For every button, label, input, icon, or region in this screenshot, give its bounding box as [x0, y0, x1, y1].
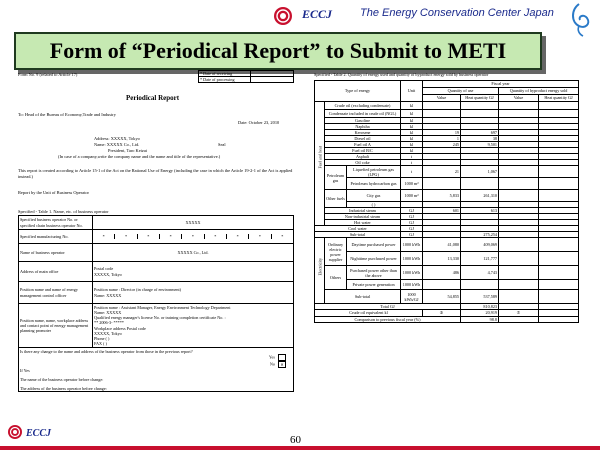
slide-title-banner: Form of “Periodical Report” to Submit to METI — [14, 32, 542, 70]
t1-r6-label: Position name, name, workplace address and contact point of energy management planning promoter — [19, 304, 93, 348]
elec-row-gj: 121,777 — [461, 252, 499, 266]
energy-row-unit: 1000 m³ — [401, 178, 423, 190]
report-body: This report is created according to Article 15-1 of the Act on the Rational Use of Energy (including the case in which the Article 19-2-1 of the Act is applied instead.) — [18, 168, 293, 179]
city-gas-name: City gas — [347, 190, 401, 202]
col-heat-gj: Heat quantity GJ — [539, 95, 579, 102]
report-right-page — [314, 72, 578, 427]
total-gj-label: Total GJ — [315, 304, 461, 310]
heat-row-value: 601 — [423, 208, 461, 214]
energy-row-name: Petroleum hydrocarbon gas — [347, 178, 401, 190]
date-receiving: * Date of receiving — [199, 71, 251, 77]
col-quantity-of-use: Quantity of use — [423, 88, 499, 95]
company-note: (In case of a company,write the company name and the name and title of the representative.) — [58, 154, 221, 159]
report-title: Periodical Report — [126, 94, 180, 102]
energy-row-name: Diesel oil — [325, 136, 401, 142]
crude-equiv-label: Crude oil equivalent kl — [315, 310, 423, 316]
heat-row-gj: 613 — [461, 208, 499, 214]
elec-row-unit: 1000 kWh — [401, 252, 423, 266]
decorative-swirl-icon — [565, 2, 595, 38]
energy-row-gj — [461, 110, 499, 118]
elec-row-name: Nighttime purchased power — [347, 252, 401, 266]
energy-row-unit: kl — [401, 148, 423, 154]
energy-row-gj: 1,067 — [461, 166, 499, 178]
energy-row-unit: kl — [401, 110, 423, 118]
date-line: Date: October 23, 2010 — [238, 120, 280, 125]
manufacturing-no-digit: * — [138, 234, 160, 239]
manufacturing-no-digit: * — [227, 234, 249, 239]
energy-row-unit: kl — [401, 124, 423, 130]
t1-r4-address: XXXXX, Tokyo — [94, 271, 122, 277]
footer-red-rule — [0, 446, 600, 450]
energy-row-name: Kerosene — [325, 130, 401, 136]
receiving-box — [198, 70, 294, 83]
energy-row-name: Asphalt — [325, 154, 401, 160]
report-left-page — [18, 72, 294, 427]
other-fuels-label: Other fuels — [325, 190, 347, 208]
heat-row-unit: GJ — [401, 226, 423, 232]
city-gas-value: 5,833 — [423, 190, 461, 202]
table1 — [18, 215, 294, 392]
energy-row-unit: kl — [401, 118, 423, 124]
name-before-change: The name of the business operator before change: — [20, 377, 104, 383]
heat-subtotal-gj: 275,254 — [461, 232, 499, 238]
crude-equiv-value: 20,919 — [461, 310, 499, 316]
heat-row-unit: GJ — [401, 208, 423, 214]
t1-r2-label: Specified manufacturing No. — [19, 230, 93, 244]
energy-row-gj: 697 — [461, 130, 499, 136]
energy-row-unit: t — [401, 166, 423, 178]
energy-row-name: Condensate included in crude oil (NGL) — [325, 110, 401, 118]
elec-row-name: Purchased power other than the above — [347, 266, 401, 280]
energy-row-name: Fuel oil B/C — [325, 148, 401, 154]
heat-row-name: Industrial steam — [325, 208, 401, 214]
total-gj-value: 810,823 — [461, 304, 499, 310]
energy-row-name: Crude oil (excluding condensate) — [325, 102, 401, 110]
heat-row-name: Hot water — [325, 220, 401, 226]
t1-r1-value: XXXXX — [93, 216, 294, 230]
energy-row-name: Naphtha — [325, 124, 401, 130]
manufacturing-no-digit: * — [205, 234, 227, 239]
table2-title: Specified - Table 2. Quantity of energy used and quantity of byproduct energy sold by business operator — [314, 72, 489, 77]
manufacturing-no-digit: * — [249, 234, 271, 239]
comparison-label: Comparison to previous fiscal year (%) — [315, 316, 461, 322]
heat-row-name: Non-industrial steam — [325, 214, 401, 220]
energy-row-unit: t — [401, 160, 423, 166]
elec-row-unit: 1000 kWh — [401, 238, 423, 252]
energy-row-value: 245 — [423, 142, 461, 148]
energy-row-value — [423, 102, 461, 110]
city-gas-gj: 261,310 — [461, 190, 499, 202]
header-title: The Energy Conservation Center Japan — [360, 7, 554, 19]
if-yes-label: If Yes — [20, 368, 30, 374]
energy-row-unit: kl — [401, 136, 423, 142]
energy-row-name: Gasoline — [325, 118, 401, 124]
energy-row-value: 1 — [423, 136, 461, 142]
change-no: No — [269, 361, 275, 367]
manufacturing-no-digit: * — [281, 233, 284, 239]
col-value: Value — [499, 95, 539, 102]
fuel-heat-group: Fuel and heat — [317, 146, 323, 169]
energy-row-unit: t — [401, 154, 423, 160]
elec-row-name: Daytime purchased power — [347, 238, 401, 252]
elec-row-value: 13,330 — [423, 252, 461, 266]
no-checkbox-checked[interactable]: ✕ — [278, 361, 286, 368]
energy-row-value — [423, 178, 461, 190]
t1-r5-name: Name: XXXXX — [94, 292, 122, 298]
energy-row-gj — [461, 102, 499, 110]
energy-row-name: Liquefied petroleum gas (LPG) — [347, 166, 401, 178]
form-number: Form No. 9 (related to Article 17) — [18, 72, 78, 77]
energy-row-value — [423, 110, 461, 118]
manufacturing-no-digit: * — [93, 234, 115, 239]
header-org: ECCJ — [302, 7, 333, 21]
heat-row-name: Cool water — [315, 226, 401, 232]
petroleum-gas-label: Petroleum gas — [325, 166, 347, 190]
heat-subtotal-unit: GJ — [401, 232, 423, 238]
t1-r6-position: Position name : Assistant Manager, Energy Environment Technology Department — [94, 305, 231, 311]
col-type-of-energy: Type of energy — [315, 81, 401, 102]
t1-r6-workplace: Workplace address Postal code — [94, 325, 146, 331]
col-heat-gj: Heat quantity GJ — [461, 95, 499, 102]
table2 — [314, 80, 579, 323]
report-form — [18, 72, 578, 427]
elec-row-value — [423, 280, 461, 290]
energy-row-value: 19 — [423, 130, 461, 136]
city-gas-unit: 1000 m³ — [401, 190, 423, 202]
table1-title: Specified - Table 1. Name, etc. of business operator — [18, 209, 109, 214]
energy-row-unit: kl — [401, 142, 423, 148]
t1-r4-label: Address of main office — [19, 262, 93, 282]
t1-r4-postal: Postal code — [94, 266, 114, 272]
t1-r6-license-no: ** 2006-3- ***** — [94, 320, 125, 326]
name-line: Name: XXXXX Co., Ltd. — [94, 142, 140, 147]
t1-r6-name: Name: XXXXX — [94, 310, 122, 316]
change-yes: Yes — [268, 354, 275, 360]
col-quantity-byproduct: Quantity of byproduct energy sold — [499, 88, 579, 95]
energy-row-name: Fuel oil A — [325, 142, 401, 148]
t1-r1-label: Specified business operator No. or specified chain business operator No. — [19, 216, 93, 230]
seal-label: Seal — [218, 142, 226, 147]
t1-r6-city: XXXXX, Tokyo — [94, 330, 122, 336]
manufacturing-no-digit: * — [182, 234, 204, 239]
energy-row-gj: 38 — [461, 136, 499, 142]
col-unit: Unit — [401, 81, 423, 102]
elec-row-value: 41,080 — [423, 238, 461, 252]
energy-row-name: Oil coke — [325, 160, 401, 166]
electricity-group: Electricity — [317, 258, 323, 276]
elec-row-gj — [461, 280, 499, 290]
unit-label: Report by the Unit of Business Operator — [18, 190, 89, 195]
energy-row-unit: kl — [401, 102, 423, 110]
col-value: Value — [423, 95, 461, 102]
t1-r3-value: XXXXX Co., Ltd. — [93, 244, 294, 262]
heat-row-unit: GJ — [401, 220, 423, 226]
ordinary-supplier-label: Ordinary electric power supplier — [325, 238, 347, 266]
president-line: President, Taro Keizai — [108, 148, 147, 153]
address-line: Address: XXXXX, Tokyo — [94, 136, 140, 141]
heat-subtotal-name: Sub-total — [315, 232, 401, 238]
t1-r6-license: Qualified energy manager's license No. or training completion certificate No. : — [94, 315, 226, 321]
t1-r6-phone: Phone ( ) — [94, 335, 110, 341]
page-number: 60 — [290, 434, 301, 446]
crude-equiv-mark: ③ — [423, 310, 461, 316]
elec-row-gj: 4,743 — [461, 266, 499, 280]
manufacturing-no-digit: * — [160, 234, 182, 239]
comparison-value: 98.8 — [461, 316, 499, 322]
footer-org: ECCJ — [26, 428, 52, 439]
heat-row-unit: GJ — [401, 214, 423, 220]
energy-row-gj — [461, 178, 499, 190]
t1-r5-position: Position name : Director (in charge of environment) — [94, 287, 182, 293]
date-processing: * Date of processing — [199, 77, 251, 83]
elec-subtotal-gj: 537,589 — [461, 290, 499, 304]
to-line: To: Head of the Bureau of Economy,Trade and Industry — [18, 112, 116, 117]
elec-row-unit: 1000 kWh — [401, 280, 423, 290]
blank-fuel-row: ( ) — [347, 202, 401, 208]
t1-r6-fax: FAX ( ) — [94, 340, 107, 346]
elec-row-name: Private power generation — [347, 280, 401, 290]
energy-row-value: 21 — [423, 166, 461, 178]
t1-r5-label: Position name and name of energy management control officer — [19, 282, 93, 304]
elec-subtotal-name: Sub-total — [325, 290, 401, 304]
eccj-logo-icon — [268, 6, 298, 26]
energy-row-unit: kl — [401, 130, 423, 136]
elec-row-value: 486 — [423, 266, 461, 280]
elec-subtotal-value: 54,855 — [423, 290, 461, 304]
energy-row-gj: 9,501 — [461, 142, 499, 148]
eccj-footer-logo-icon — [6, 424, 24, 440]
change-question: Is there any change to the name and address of the business operator from those in the previous report? — [20, 349, 193, 354]
elec-subtotal-unit: 1000 kWh/GJ — [401, 290, 423, 304]
yes-checkbox[interactable] — [278, 354, 286, 361]
others-label: Others — [325, 266, 347, 290]
elec-row-gj: 409,069 — [461, 238, 499, 252]
col-fiscal-year: Fiscal year — [423, 81, 579, 88]
t1-r3-label: Name of business operator — [19, 244, 93, 262]
crude-equiv-mark2: ⑦ — [499, 310, 539, 316]
address-before-change: The address of the business operator before change: — [20, 386, 107, 392]
elec-row-unit: 1000 kWh — [401, 266, 423, 280]
manufacturing-no-digit: * — [115, 234, 137, 239]
